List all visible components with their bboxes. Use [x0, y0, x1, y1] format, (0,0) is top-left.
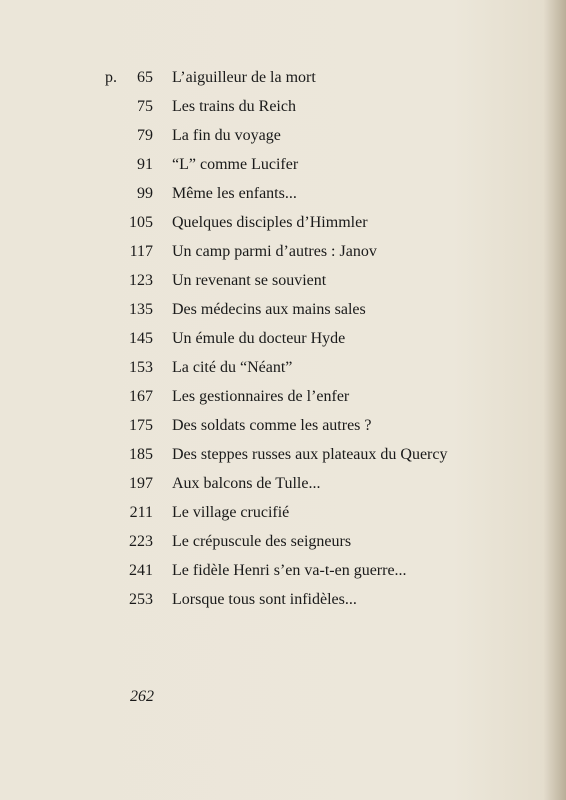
toc-entry — [0, 295, 566, 324]
toc-chapter-title: Un émule du docteur Hyde — [172, 330, 346, 347]
toc-page-number: 99 — [137, 185, 153, 202]
toc-page-number: 241 — [129, 562, 153, 579]
toc-page-number: 123 — [129, 272, 153, 289]
toc-chapter-title: Même les enfants... — [172, 185, 297, 202]
toc-page-number: 253 — [129, 591, 153, 608]
toc-page-number: 197 — [129, 475, 153, 492]
toc-entry — [0, 92, 566, 121]
toc-page-number: 105 — [129, 214, 153, 231]
toc-entry — [0, 585, 566, 614]
toc-page-number: 153 — [129, 359, 153, 376]
toc-page-number: 79 — [137, 127, 153, 144]
toc-entry — [0, 440, 566, 469]
toc-page-number: 167 — [129, 388, 153, 405]
toc-entry — [0, 353, 566, 382]
toc-chapter-title: La fin du voyage — [172, 127, 281, 144]
toc-page-number: 223 — [129, 533, 153, 550]
toc-chapter-title: Quelques disciples d’Himmler — [172, 214, 368, 231]
toc-entry — [0, 179, 566, 208]
toc-chapter-title: Le crépuscule des seigneurs — [172, 533, 352, 550]
toc-entry — [0, 324, 566, 353]
toc-page-number: 135 — [129, 301, 153, 318]
toc-chapter-title: Aux balcons de Tulle... — [172, 475, 321, 492]
toc-page-number: 91 — [137, 156, 153, 173]
toc-chapter-title: Un camp parmi d’autres : Janov — [172, 243, 377, 260]
toc-entry — [0, 208, 566, 237]
toc-chapter-title: L’aiguilleur de la mort — [172, 69, 316, 86]
toc-entry — [0, 527, 566, 556]
page-folio-number: 262 — [130, 688, 154, 705]
toc-entry — [0, 382, 566, 411]
toc-page-number: 185 — [129, 446, 153, 463]
toc-entry — [0, 556, 566, 585]
toc-chapter-title: Lorsque tous sont infidèles... — [172, 591, 357, 608]
toc-entry — [0, 266, 566, 295]
toc-chapter-title: Des soldats comme les autres ? — [172, 417, 372, 434]
toc-page-number: 117 — [129, 243, 153, 260]
toc-entry — [0, 498, 566, 527]
toc-chapter-title: “L” comme Lucifer — [172, 156, 299, 173]
toc-entry — [0, 237, 566, 266]
toc-page-number: 145 — [129, 330, 153, 347]
toc-chapter-title: Des médecins aux mains sales — [172, 301, 366, 318]
toc-page-number: 65 — [137, 69, 153, 86]
toc-entry — [0, 63, 566, 92]
toc-chapter-title: La cité du “Néant” — [172, 359, 293, 376]
table-of-contents — [0, 63, 566, 614]
toc-chapter-title: Un revenant se souvient — [172, 272, 327, 289]
toc-chapter-title: Les gestionnaires de l’enfer — [172, 388, 350, 405]
toc-page-number: 75 — [137, 98, 153, 115]
toc-entry — [0, 150, 566, 179]
toc-page-number: 175 — [129, 417, 153, 434]
toc-chapter-title: Le village crucifié — [172, 504, 290, 521]
toc-chapter-title: Le fidèle Henri s’en va-t-en guerre... — [172, 562, 407, 579]
toc-chapter-title: Les trains du Reich — [172, 98, 296, 115]
toc-entry — [0, 121, 566, 150]
toc-page-number: 211 — [129, 504, 153, 521]
toc-entry — [0, 469, 566, 498]
toc-chapter-title: Des steppes russes aux plateaux du Quercy — [172, 446, 448, 463]
toc-entry — [0, 411, 566, 440]
page-prefix: p. — [105, 69, 117, 86]
